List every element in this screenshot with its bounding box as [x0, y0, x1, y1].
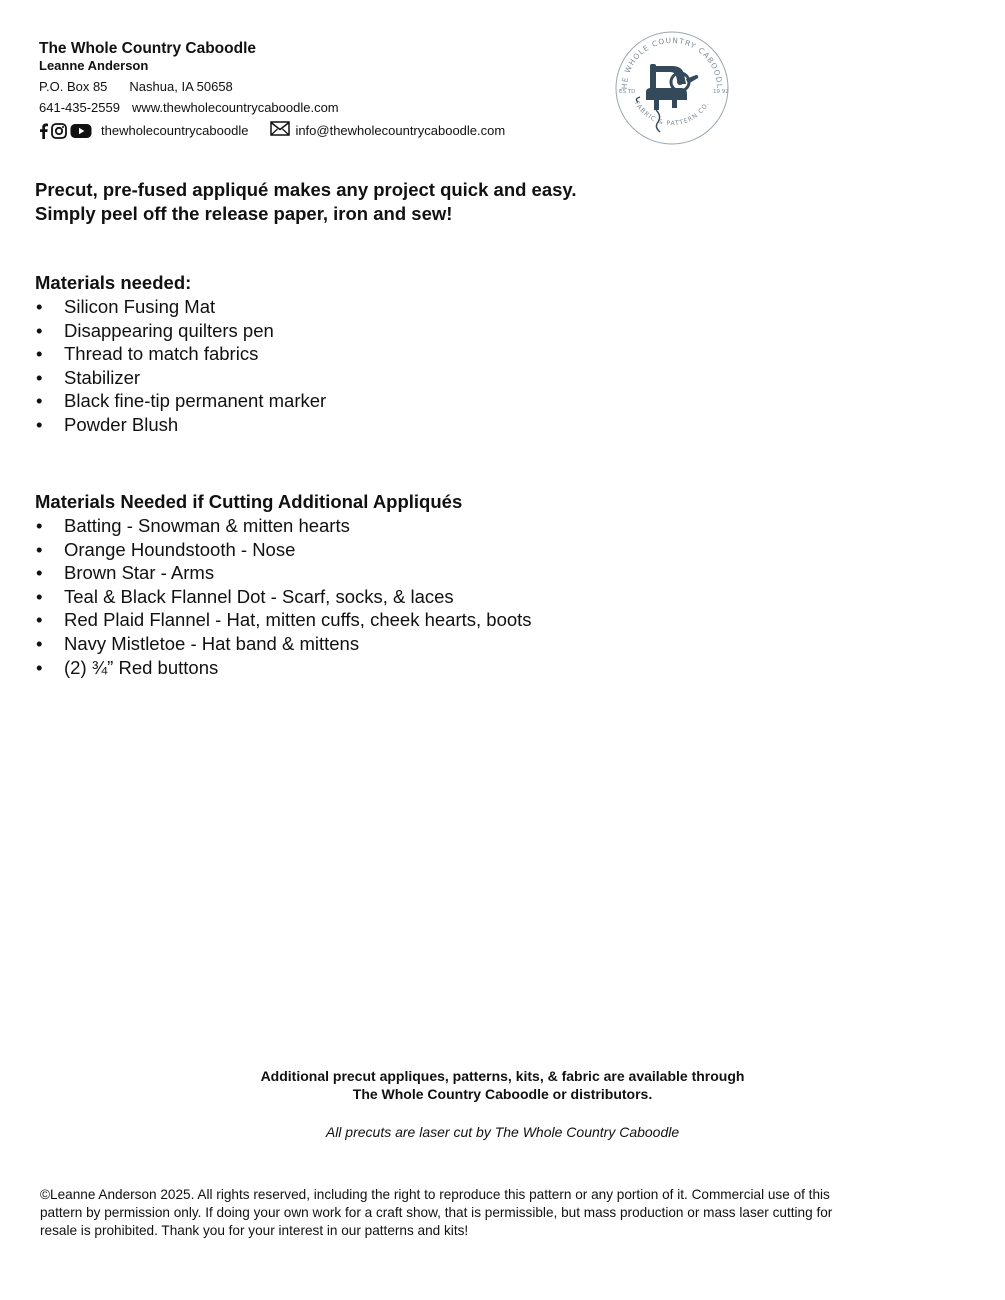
list-item-text: Orange Houndstooth - Nose	[64, 538, 296, 560]
youtube-icon[interactable]	[70, 123, 92, 139]
list-item	[35, 538, 935, 562]
facebook-icon[interactable]	[39, 123, 48, 139]
availability-line-2: The Whole Country Caboodle or distributors.	[352, 1086, 653, 1102]
bullet-icon: •	[36, 413, 43, 435]
logo-ring-text: HE WHOLE COUNTRY CABOODL	[619, 35, 725, 90]
social-row	[39, 121, 599, 141]
company-logo-seal	[610, 26, 734, 150]
materials-needed-list	[35, 295, 935, 437]
list-item-text: Thread to match fabrics	[64, 343, 259, 365]
list-item-text: Black fine-tip permanent marker	[64, 390, 327, 412]
logo-year-text: 19 92	[713, 89, 729, 95]
bullet-icon: •	[36, 515, 43, 536]
bullet-icon: •	[36, 366, 43, 388]
list-item	[35, 632, 935, 656]
list-item	[35, 585, 935, 609]
logo-est-text: ES TD	[619, 89, 636, 95]
intro-text	[35, 178, 935, 226]
bullet-icon: •	[36, 538, 43, 560]
bullet-icon: •	[36, 562, 43, 584]
mail-icon[interactable]	[270, 121, 295, 141]
address-row	[39, 79, 599, 95]
list-item	[35, 656, 935, 680]
list-item-text: Powder Blush	[64, 413, 179, 435]
phone-number: 641-435-2559	[39, 100, 120, 115]
list-item-text: Teal & Black Flannel Dot - Scarf, socks, & laces	[64, 585, 454, 607]
materials-needed-section	[35, 271, 935, 437]
list-item	[35, 413, 935, 437]
materials-needed-heading: Materials needed:	[35, 272, 192, 293]
list-item	[35, 389, 935, 413]
list-item	[35, 608, 935, 632]
copyright-notice	[40, 1186, 960, 1239]
list-item	[35, 295, 935, 319]
intro-line-2: Simply peel off the release paper, iron and sew!	[35, 203, 453, 224]
owner-name: Leanne Anderson	[39, 58, 149, 73]
materials-additional-heading: Materials Needed if Cutting Additional Appliqués	[35, 491, 463, 512]
materials-additional-list	[35, 514, 935, 679]
svg-text:FABRIC & PATTERN CO.	[633, 100, 711, 127]
intro-line-1: Precut, pre-fused appliqué makes any project quick and easy.	[35, 179, 577, 200]
city-state-zip: Nashua, IA 50658	[129, 79, 233, 94]
copyright-line-2: pattern by permission only. If doing your own work for a craft show, that is permissible, but mass production or mass laser cutting for	[40, 1204, 833, 1220]
email-address[interactable]: info@thewholecountrycaboodle.com	[295, 123, 506, 138]
list-item	[35, 561, 935, 585]
list-item-text: Stabilizer	[64, 366, 141, 388]
bullet-icon: •	[36, 319, 43, 341]
bullet-icon: •	[36, 585, 43, 607]
bullet-icon: •	[36, 390, 43, 412]
email-group	[270, 121, 505, 141]
company-name: The Whole Country Caboodle	[39, 40, 256, 57]
materials-additional-section	[35, 490, 935, 679]
social-handle[interactable]: thewholecountrycaboodle	[101, 123, 249, 138]
logo-seal-graphic	[610, 26, 734, 150]
logo-bottom-text: FABRIC & PATTERN CO.	[633, 100, 711, 128]
copyright-line-3: resale is prohibited. Thank you for your interest in our patterns and kits!	[40, 1222, 469, 1238]
bullet-icon: •	[36, 609, 43, 631]
bullet-icon: •	[36, 343, 43, 365]
list-item-text: Disappearing quilters pen	[64, 319, 274, 341]
list-item-text: Brown Star - Arms	[64, 562, 215, 584]
po-box: P.O. Box 85	[39, 79, 108, 94]
availability-note	[0, 1067, 1005, 1103]
bullet-icon: •	[36, 632, 43, 654]
list-item	[35, 514, 935, 538]
social-icons	[39, 123, 92, 139]
instagram-icon[interactable]	[51, 123, 67, 139]
laser-cut-note: All precuts are laser cut by The Whole Country Caboodle	[325, 1124, 680, 1140]
list-item	[35, 342, 935, 366]
list-item	[35, 366, 935, 390]
list-item-text: Silicon Fusing Mat	[64, 296, 216, 317]
availability-line-1: Additional precut appliques, patterns, kits, & fabric are available through	[260, 1068, 745, 1084]
list-item-text: Batting - Snowman & mitten hearts	[64, 515, 350, 536]
contact-row	[39, 100, 599, 116]
bullet-icon: •	[36, 296, 43, 317]
svg-text:THE WHOLE COUNTRY CABOODLE	[610, 26, 724, 89]
list-item-text: Red Plaid Flannel - Hat, mitten cuffs, cheek hearts, boots	[64, 609, 532, 631]
company-header	[39, 40, 599, 141]
website-link[interactable]: www.thewholecountrycaboodle.com	[131, 100, 339, 115]
list-item-text: (2) ¾” Red buttons	[64, 656, 219, 678]
copyright-line-1: ©Leanne Anderson 2025. All rights reserved, including the right to reproduce this pattern or any portion of it. Commercial use of this	[40, 1187, 830, 1202]
bullet-icon: •	[36, 656, 43, 678]
list-item	[35, 319, 935, 343]
list-item-text: Navy Mistletoe - Hat band & mittens	[64, 632, 360, 654]
